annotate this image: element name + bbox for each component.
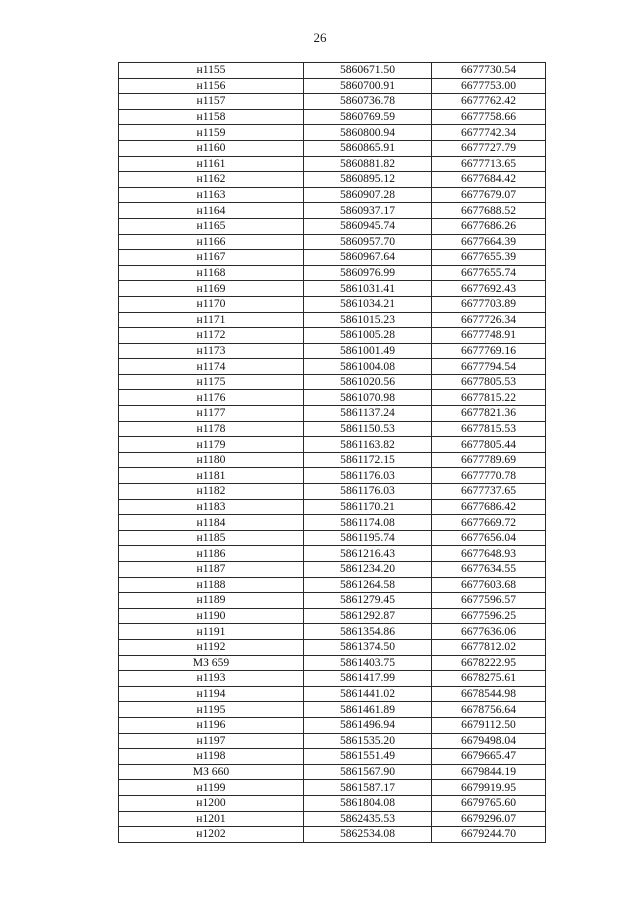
table-row xyxy=(119,109,546,125)
x-coordinate-cell: 5861172.15 xyxy=(304,452,432,468)
table-row xyxy=(119,156,546,172)
table-row xyxy=(119,250,546,266)
point-id-cell: н1181 xyxy=(119,468,304,484)
point-id-cell: н1184 xyxy=(119,515,304,531)
point-id-cell: н1158 xyxy=(119,109,304,125)
y-coordinate-cell: 6677762.42 xyxy=(432,94,546,110)
point-id-cell: н1166 xyxy=(119,234,304,250)
point-id-cell: н1202 xyxy=(119,827,304,843)
page-number: 26 xyxy=(313,30,327,45)
point-id-cell: н1187 xyxy=(119,562,304,578)
table-row xyxy=(119,234,546,250)
y-coordinate-cell: 6677679.07 xyxy=(432,187,546,203)
table-row xyxy=(119,717,546,733)
y-coordinate-cell: 6677669.72 xyxy=(432,515,546,531)
y-coordinate-cell: 6677713.65 xyxy=(432,156,546,172)
table-row xyxy=(119,468,546,484)
table-row xyxy=(119,795,546,811)
y-coordinate-cell: 6677726.34 xyxy=(432,312,546,328)
y-coordinate-cell: 6677636.06 xyxy=(432,624,546,640)
table-row xyxy=(119,499,546,515)
y-coordinate-cell: 6677805.44 xyxy=(432,437,546,453)
x-coordinate-cell: 5861015.23 xyxy=(304,312,432,328)
y-coordinate-cell: 6677748.91 xyxy=(432,328,546,344)
table-row xyxy=(119,78,546,94)
y-coordinate-cell: 6677770.78 xyxy=(432,468,546,484)
table-row xyxy=(119,140,546,156)
y-coordinate-cell: 6679665.47 xyxy=(432,749,546,765)
x-coordinate-cell: 5861031.41 xyxy=(304,281,432,297)
point-id-cell: н1198 xyxy=(119,749,304,765)
y-coordinate-cell: 6677821.36 xyxy=(432,406,546,422)
coordinates-table xyxy=(118,62,546,843)
coordinates-table-body xyxy=(119,63,546,843)
table-row xyxy=(119,343,546,359)
table-row xyxy=(119,374,546,390)
y-coordinate-cell: 6678275.61 xyxy=(432,671,546,687)
table-row xyxy=(119,827,546,843)
table-row xyxy=(119,764,546,780)
point-id-cell: н1156 xyxy=(119,78,304,94)
point-id-cell: н1160 xyxy=(119,140,304,156)
point-id-cell: н1176 xyxy=(119,390,304,406)
x-coordinate-cell: 5860967.64 xyxy=(304,250,432,266)
x-coordinate-cell: 5860800.94 xyxy=(304,125,432,141)
y-coordinate-cell: 6677664.39 xyxy=(432,234,546,250)
x-coordinate-cell: 5861005.28 xyxy=(304,328,432,344)
x-coordinate-cell: 5861354.86 xyxy=(304,624,432,640)
table-row xyxy=(119,203,546,219)
point-id-cell: н1155 xyxy=(119,63,304,79)
point-id-cell: н1169 xyxy=(119,281,304,297)
y-coordinate-cell: 6677648.93 xyxy=(432,546,546,562)
table-row xyxy=(119,359,546,375)
x-coordinate-cell: 5860957.70 xyxy=(304,234,432,250)
x-coordinate-cell: 5861403.75 xyxy=(304,655,432,671)
table-row xyxy=(119,562,546,578)
y-coordinate-cell: 6678756.64 xyxy=(432,702,546,718)
point-id-cell: н1164 xyxy=(119,203,304,219)
point-id-cell: н1199 xyxy=(119,780,304,796)
y-coordinate-cell: 6678544.98 xyxy=(432,686,546,702)
point-id-cell: н1162 xyxy=(119,172,304,188)
y-coordinate-cell: 6677742.34 xyxy=(432,125,546,141)
table-row xyxy=(119,172,546,188)
x-coordinate-cell: 5861170.21 xyxy=(304,499,432,515)
table-row xyxy=(119,406,546,422)
x-coordinate-cell: 5860907.28 xyxy=(304,187,432,203)
y-coordinate-cell: 6677655.74 xyxy=(432,265,546,281)
x-coordinate-cell: 5861216.43 xyxy=(304,546,432,562)
point-id-cell: н1175 xyxy=(119,374,304,390)
x-coordinate-cell: 5860881.82 xyxy=(304,156,432,172)
point-id-cell: н1168 xyxy=(119,265,304,281)
x-coordinate-cell: 5861234.20 xyxy=(304,562,432,578)
y-coordinate-cell: 6677805.53 xyxy=(432,374,546,390)
point-id-cell: н1200 xyxy=(119,795,304,811)
x-coordinate-cell: 5862435.53 xyxy=(304,811,432,827)
y-coordinate-cell: 6677686.26 xyxy=(432,218,546,234)
table-row xyxy=(119,530,546,546)
x-coordinate-cell: 5860937.17 xyxy=(304,203,432,219)
y-coordinate-cell: 6677703.89 xyxy=(432,296,546,312)
y-coordinate-cell: 6677684.42 xyxy=(432,172,546,188)
x-coordinate-cell: 5860895.12 xyxy=(304,172,432,188)
table-row xyxy=(119,265,546,281)
x-coordinate-cell: 5861441.02 xyxy=(304,686,432,702)
point-id-cell: н1163 xyxy=(119,187,304,203)
y-coordinate-cell: 6677727.79 xyxy=(432,140,546,156)
table-row xyxy=(119,655,546,671)
x-coordinate-cell: 5861001.49 xyxy=(304,343,432,359)
point-id-cell: н1197 xyxy=(119,733,304,749)
x-coordinate-cell: 5861163.82 xyxy=(304,437,432,453)
point-id-cell: н1172 xyxy=(119,328,304,344)
point-id-cell: н1177 xyxy=(119,406,304,422)
point-id-cell: н1180 xyxy=(119,452,304,468)
x-coordinate-cell: 5860976.99 xyxy=(304,265,432,281)
x-coordinate-cell: 5860700.91 xyxy=(304,78,432,94)
x-coordinate-cell: 5860671.50 xyxy=(304,63,432,79)
x-coordinate-cell: 5861804.08 xyxy=(304,795,432,811)
table-row xyxy=(119,218,546,234)
table-row xyxy=(119,328,546,344)
table-row xyxy=(119,608,546,624)
x-coordinate-cell: 5861004.08 xyxy=(304,359,432,375)
point-id-cell: н1170 xyxy=(119,296,304,312)
x-coordinate-cell: 5861279.45 xyxy=(304,593,432,609)
point-id-cell: н1193 xyxy=(119,671,304,687)
table-row xyxy=(119,484,546,500)
y-coordinate-cell: 6677603.68 xyxy=(432,577,546,593)
point-id-cell: н1192 xyxy=(119,639,304,655)
table-row xyxy=(119,437,546,453)
point-id-cell: н1185 xyxy=(119,530,304,546)
y-coordinate-cell: 6679765.60 xyxy=(432,795,546,811)
x-coordinate-cell: 5861461.89 xyxy=(304,702,432,718)
point-id-cell: н1179 xyxy=(119,437,304,453)
x-coordinate-cell: 5861137.24 xyxy=(304,406,432,422)
y-coordinate-cell: 6679296.07 xyxy=(432,811,546,827)
point-id-cell: н1186 xyxy=(119,546,304,562)
y-coordinate-cell: 6677730.54 xyxy=(432,63,546,79)
point-id-cell: н1195 xyxy=(119,702,304,718)
y-coordinate-cell: 6677812.02 xyxy=(432,639,546,655)
table-row xyxy=(119,390,546,406)
point-id-cell: н1171 xyxy=(119,312,304,328)
x-coordinate-cell: 5861174.08 xyxy=(304,515,432,531)
point-id-cell: н1173 xyxy=(119,343,304,359)
point-id-cell: н1167 xyxy=(119,250,304,266)
y-coordinate-cell: 6677758.66 xyxy=(432,109,546,125)
table-row xyxy=(119,187,546,203)
table-row xyxy=(119,780,546,796)
x-coordinate-cell: 5861176.03 xyxy=(304,468,432,484)
table-row xyxy=(119,312,546,328)
table-row xyxy=(119,624,546,640)
point-id-cell: н1161 xyxy=(119,156,304,172)
y-coordinate-cell: 6677789.69 xyxy=(432,452,546,468)
table-row xyxy=(119,281,546,297)
table-row xyxy=(119,671,546,687)
point-id-cell: н1165 xyxy=(119,218,304,234)
table-row xyxy=(119,686,546,702)
table-row xyxy=(119,296,546,312)
y-coordinate-cell: 6679244.70 xyxy=(432,827,546,843)
table-row xyxy=(119,733,546,749)
x-coordinate-cell: 5861496.94 xyxy=(304,717,432,733)
x-coordinate-cell: 5861417.99 xyxy=(304,671,432,687)
x-coordinate-cell: 5862534.08 xyxy=(304,827,432,843)
y-coordinate-cell: 6677753.00 xyxy=(432,78,546,94)
y-coordinate-cell: 6677596.57 xyxy=(432,593,546,609)
point-id-cell: МЗ 659 xyxy=(119,655,304,671)
point-id-cell: н1159 xyxy=(119,125,304,141)
x-coordinate-cell: 5861374.50 xyxy=(304,639,432,655)
x-coordinate-cell: 5861292.87 xyxy=(304,608,432,624)
y-coordinate-cell: 6677769.16 xyxy=(432,343,546,359)
y-coordinate-cell: 6677794.54 xyxy=(432,359,546,375)
point-id-cell: н1188 xyxy=(119,577,304,593)
table-row xyxy=(119,515,546,531)
table-row xyxy=(119,63,546,79)
table-row xyxy=(119,811,546,827)
point-id-cell: н1196 xyxy=(119,717,304,733)
y-coordinate-cell: 6678222.95 xyxy=(432,655,546,671)
table-row xyxy=(119,421,546,437)
y-coordinate-cell: 6677686.42 xyxy=(432,499,546,515)
table-row xyxy=(119,577,546,593)
y-coordinate-cell: 6677692.43 xyxy=(432,281,546,297)
x-coordinate-cell: 5861195.74 xyxy=(304,530,432,546)
point-id-cell: н1174 xyxy=(119,359,304,375)
x-coordinate-cell: 5861551.49 xyxy=(304,749,432,765)
x-coordinate-cell: 5860945.74 xyxy=(304,218,432,234)
point-id-cell: н1190 xyxy=(119,608,304,624)
x-coordinate-cell: 5860865.91 xyxy=(304,140,432,156)
x-coordinate-cell: 5860769.59 xyxy=(304,109,432,125)
y-coordinate-cell: 6677688.52 xyxy=(432,203,546,219)
y-coordinate-cell: 6677815.22 xyxy=(432,390,546,406)
x-coordinate-cell: 5861070.98 xyxy=(304,390,432,406)
x-coordinate-cell: 5861587.17 xyxy=(304,780,432,796)
x-coordinate-cell: 5861567.90 xyxy=(304,764,432,780)
point-id-cell: н1191 xyxy=(119,624,304,640)
x-coordinate-cell: 5861020.56 xyxy=(304,374,432,390)
y-coordinate-cell: 6679498.04 xyxy=(432,733,546,749)
y-coordinate-cell: 6677596.25 xyxy=(432,608,546,624)
x-coordinate-cell: 5861176.03 xyxy=(304,484,432,500)
x-coordinate-cell: 5860736.78 xyxy=(304,94,432,110)
y-coordinate-cell: 6677634.55 xyxy=(432,562,546,578)
table-row xyxy=(119,546,546,562)
x-coordinate-cell: 5861535.20 xyxy=(304,733,432,749)
y-coordinate-cell: 6677815.53 xyxy=(432,421,546,437)
table-row xyxy=(119,125,546,141)
y-coordinate-cell: 6679919.95 xyxy=(432,780,546,796)
table-row xyxy=(119,639,546,655)
x-coordinate-cell: 5861034.21 xyxy=(304,296,432,312)
table-row xyxy=(119,452,546,468)
table-row xyxy=(119,593,546,609)
x-coordinate-cell: 5861264.58 xyxy=(304,577,432,593)
point-id-cell: н1183 xyxy=(119,499,304,515)
point-id-cell: н1201 xyxy=(119,811,304,827)
table-row xyxy=(119,94,546,110)
point-id-cell: н1189 xyxy=(119,593,304,609)
point-id-cell: н1182 xyxy=(119,484,304,500)
point-id-cell: н1194 xyxy=(119,686,304,702)
point-id-cell: МЗ 660 xyxy=(119,764,304,780)
y-coordinate-cell: 6677656.04 xyxy=(432,530,546,546)
y-coordinate-cell: 6677737.65 xyxy=(432,484,546,500)
y-coordinate-cell: 6679844.19 xyxy=(432,764,546,780)
point-id-cell: н1157 xyxy=(119,94,304,110)
point-id-cell: н1178 xyxy=(119,421,304,437)
x-coordinate-cell: 5861150.53 xyxy=(304,421,432,437)
y-coordinate-cell: 6677655.39 xyxy=(432,250,546,266)
table-row xyxy=(119,749,546,765)
y-coordinate-cell: 6679112.50 xyxy=(432,717,546,733)
table-row xyxy=(119,702,546,718)
